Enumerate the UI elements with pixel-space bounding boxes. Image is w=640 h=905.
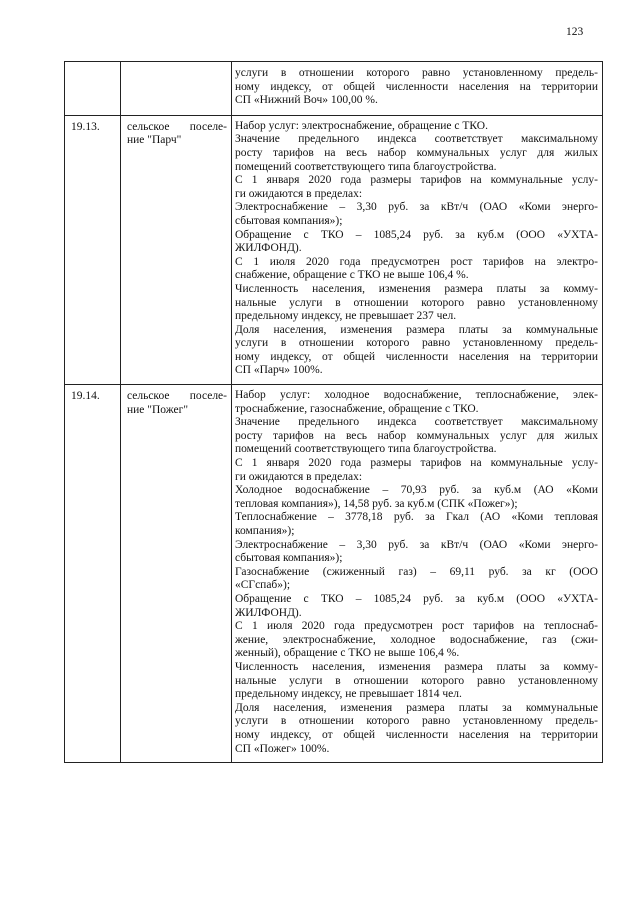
row-number-cell <box>65 62 121 116</box>
settlement-name-cell <box>121 115 232 384</box>
description <box>232 116 602 384</box>
description-line: нальные услуги в отношении которого равно установленному <box>235 674 598 687</box>
description-line: предельному индексу, не превышает 1814 чел. <box>235 688 462 701</box>
settlement-name <box>121 62 231 67</box>
description-line: ному индексу, от общей численности населения на территории <box>235 350 598 363</box>
settlement-name-word: поселе- <box>189 120 227 133</box>
description-line: росту тарифов на весь набор коммунальных услуг для жилых <box>235 146 598 159</box>
description-line: снабжение, обращение с ТКО не выше 106,4 %. <box>235 269 469 282</box>
settlement-name-cell <box>121 62 232 116</box>
description-line: ЖИЛФОНД). <box>235 242 302 255</box>
description-line: услуги в отношении которого равно установленному предель- <box>235 337 598 350</box>
description-line: Численность населения, изменения размера платы за комму- <box>235 660 598 673</box>
description-line: тепловая компания»), 14,58 руб. за куб.м (СПК «Пожег»); <box>235 497 518 510</box>
description-line: росту тарифов на весь набор коммунальных услуг для жилых <box>235 429 598 442</box>
description-line: ному индексу, от общей численности населения на территории <box>235 728 598 741</box>
description-line: предельному индексу, не превышает 237 чел. <box>235 310 457 323</box>
description-line: помещений соответствующего типа благоустройства. <box>235 160 497 173</box>
description-cell <box>232 115 603 384</box>
row-number: 19.14. <box>71 390 100 403</box>
description-line: сбытовая компания»); <box>235 214 343 227</box>
description-line: С 1 января 2020 года размеры тарифов на коммунальные услу- <box>235 174 598 187</box>
description-line: нальные услуги в отношении которого равно установленному <box>235 296 598 309</box>
description <box>232 62 602 115</box>
description-line: жение, электроснабжение, холодное водоснабжение, газ (сжи- <box>235 633 598 646</box>
description-line: помещений соответствующего типа благоустройства. <box>235 443 497 456</box>
description-line: компания»); <box>235 525 295 537</box>
description-line: Электроснабжение – 3,30 руб. за кВт/ч (ОАО «Коми энерго- <box>235 538 598 551</box>
description-line: «СГспаб»); <box>235 579 291 592</box>
settlement-name <box>121 116 231 148</box>
description-line: услуги в отношении которого равно установленному предель- <box>235 715 598 728</box>
description-line: ЖИЛФОНД). <box>235 606 302 619</box>
description-line: Холодное водоснабжение – 70,93 руб. за куб.м (АО «Коми <box>235 484 598 497</box>
description-line: Газоснабжение (сжиженный газ) – 69,11 руб. за кг (ООО <box>235 565 598 578</box>
description-line: СП «Парч» 100%. <box>235 364 323 377</box>
description-line: троснабжение, газоснабжение, обращение с ТКО. <box>235 402 479 415</box>
description-line: сбытовая компания»); <box>235 552 343 565</box>
description-line: услуги в отношении которого равно установленному предель- <box>235 67 598 79</box>
settlement-name-word: сельское <box>127 390 170 403</box>
row-number: 19.13. <box>71 120 100 133</box>
description-line: Набор услуг: электроснабжение, обращение с ТКО. <box>235 119 488 132</box>
settlement-name-line-1 <box>127 390 227 404</box>
description-line: Набор услуг: холодное водоснабжение, теплоснабжение, элек- <box>235 389 598 402</box>
description-cell <box>232 62 603 116</box>
description-line: С 1 января 2020 года размеры тарифов на коммунальные услу- <box>235 457 598 470</box>
description-line: СП «Пожег» 100%. <box>235 742 330 755</box>
row-number <box>65 62 120 67</box>
row-number-cell <box>65 115 121 384</box>
settlement-name-word: сельское <box>127 120 170 133</box>
table-row <box>65 385 603 763</box>
description-line: Электроснабжение – 3,30 руб. за кВт/ч (ОАО «Коми энерго- <box>235 201 598 214</box>
description-line: С 1 июля 2020 года предусмотрен рост тарифов на электро- <box>235 255 598 268</box>
description-line: ному индексу, от общей численности населения на территории <box>235 80 598 93</box>
settlement-name-word: поселе- <box>189 390 227 403</box>
description-line: Численность населения, изменения размера платы за комму- <box>235 282 598 295</box>
description-line: С 1 июля 2020 года предусмотрен рост тарифов на теплоснаб- <box>235 620 598 633</box>
tariff-table-body <box>65 62 603 763</box>
description-line: ги ожидаются в пределах: <box>235 187 363 200</box>
row-number-cell <box>65 385 121 763</box>
description-line: Значение предельного индекса соответствует максимальному <box>235 133 598 146</box>
settlement-name-line-2: ние "Парч" <box>127 134 182 147</box>
description-line: ги ожидаются в пределах: <box>235 470 363 483</box>
description-line: Доля населения, изменения размера платы за коммунальные <box>235 323 598 336</box>
description-cell <box>232 385 603 763</box>
settlement-name <box>121 385 231 417</box>
description-line: женный), обращение с ТКО не выше 106,4 %. <box>235 647 460 660</box>
page-number: 123 <box>566 26 584 38</box>
table-row <box>65 115 603 384</box>
settlement-name-line-1 <box>127 121 227 135</box>
description-line: Теплоснабжение – 3778,18 руб. за Гкал (АО «Коми тепловая <box>235 511 598 524</box>
settlement-name-line-2: ние "Пожег" <box>127 403 189 416</box>
description-line: Обращение с ТКО – 1085,24 руб. за куб.м (ООО «УХТА- <box>235 592 598 605</box>
table-row <box>65 62 603 116</box>
description-line: Значение предельного индекса соответствует максимальному <box>235 416 598 429</box>
description <box>232 385 602 762</box>
tariff-table <box>64 61 603 763</box>
description-line: Доля населения, изменения размера платы за коммунальные <box>235 701 598 714</box>
description-line: СП «Нижний Воч» 100,00 %. <box>235 94 378 107</box>
settlement-name-cell <box>121 385 232 763</box>
description-line: Обращение с ТКО – 1085,24 руб. за куб.м (ООО «УХТА- <box>235 228 598 241</box>
